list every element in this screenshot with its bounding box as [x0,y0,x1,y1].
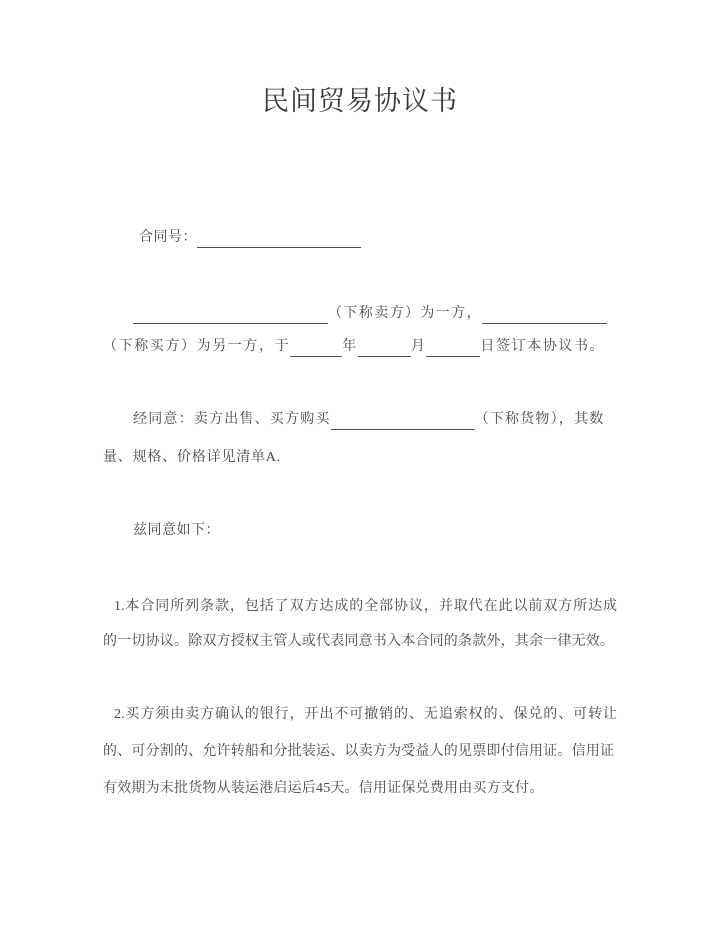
month-blank-line [358,344,411,357]
day-blank-line [426,344,480,357]
contract-number-row [139,228,361,248]
party-clause-line-1 [133,304,607,324]
year-label: 年 [342,339,358,354]
party-clause-line-2 [103,337,605,357]
seller-name-blank-line [133,311,328,324]
goods-lead-text: 经同意：卖方出售、买方购买 [133,412,331,427]
goods-clause-line-1 [133,410,604,430]
month-label: 月 [410,339,427,354]
clause-2-line-3: 有效期为末批货物从装运港启运后45天。信用证保兑费用由买方支付。 [103,781,544,796]
buyer-name-blank-line [482,311,607,324]
buyer-prefix-text: （下称买方）为另一方，于 [103,339,291,354]
document-title: 民间贸易协议书 [262,86,458,116]
agreement-intro-line: 兹同意如下： [133,523,220,538]
sign-suffix-text: 日签订本协议书。 [480,339,606,354]
goods-name-blank-line [331,417,475,430]
clause-2-line-1: 2.买方须由卖方确认的银行，开出不可撤销的、无追索权的、保兑的、可转让 [114,707,617,722]
goods-suffix-text: （下称货物），其数 [474,412,605,427]
clause-1-line-1: 1.本合同所列条款，包括了双方达成的全部协议，并取代在此以前双方所达成 [114,599,617,614]
clause-1-line-2: 的一切协议。除双方授权主管人或代表同意书入本合同的条款外，其余一律无效。 [103,634,615,649]
year-blank-line [290,344,342,357]
clause-2-line-2: 的、可分割的、允许转船和分批装运、以卖方为受益人的见票即付信用证。信用证 [103,744,615,759]
seller-suffix-text: （下称卖方）为一方， [328,306,482,321]
goods-clause-line-2: 量、规格、价格详见清单A. [103,450,282,465]
contract-number-label: 合同号： [139,230,197,245]
contract-number-blank-line [197,235,361,248]
